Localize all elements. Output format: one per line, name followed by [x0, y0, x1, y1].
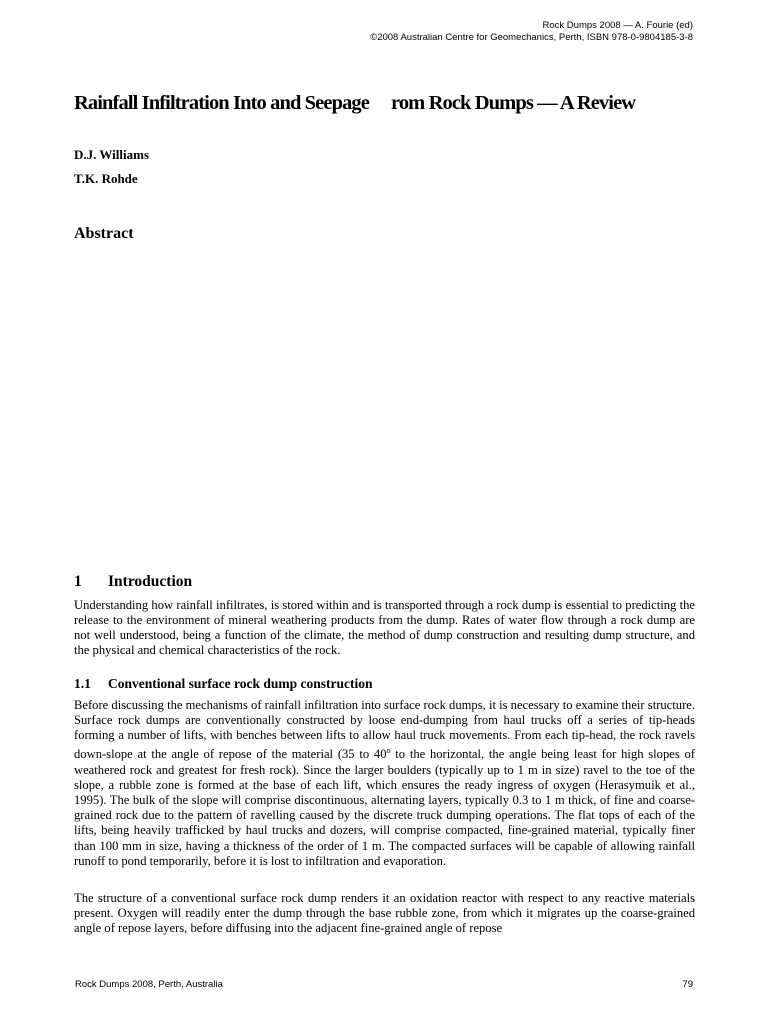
subsection-number: 1.1: [74, 676, 91, 691]
paper-title: [74, 92, 714, 115]
introduction-paragraph: Understanding how rainfall infiltrates, is stored within and is transported through a rock dump is essential to predicting the release to the environment of mineral weathering products from the dump. Rates of water flow through a rock dump are not well understood, being a function of the climate, the method of dump construction and resulting dump structure, and the physical and chemical characteristics of the rock.: [74, 598, 695, 658]
section-heading-introduction: [74, 573, 192, 591]
paper-title-part1: Rainfall Infiltration Into and Seepage: [74, 92, 369, 114]
paragraph-text-after-degree: to the horizontal, the angle being least for high slopes of weathered rock and greatest for fresh rock). Since the larger boulders (typically up to 1 m in size) ravel to the toe of the slope, a rubble zone is formed at the base of each lift, which ensures the ready ingress of oxygen (Herasymuik et al., 1995). The bulk of the slope will comprise discontinuous, alternating layers, typically 0.3 to 1 m thick, of fine and coarse-grained rock due to the pattern of ravelling caused by the discrete truck dumping operations. The flat tops of each of the lifts, being heavily trafficked by haul trucks and dozers, will comprise compacted, fine-grained material, typically finer than 100 mm in size, having a thickness of the order of 1 m. The compacted surfaces will be capable of allowing rainfall runoff to pond temporarily, before it is lost to infiltration and evaporation.: [74, 747, 695, 868]
subsection-title: Conventional surface rock dump construction: [108, 676, 373, 691]
paragraph-text-before-degree: Before discussing the mechanisms of rainfall infiltration into surface rock dumps, it is necessary to examine their structure. Surface rock dumps are conventionally constructed by loose end-dumping from haul trucks off a series of tip-heads forming a number of lifts, with benches between lifts to allow haul truck movements. From each tip-head, the rock ravels down-slope at the angle of repose of the material (35 to 40: [74, 698, 695, 762]
running-header-copyright: ©2008 Australian Centre for Geomechanics, Perth, ISBN 978-0-9804185-3-8: [370, 32, 693, 43]
degree-superscript: o: [386, 746, 391, 756]
footer-page-number: 79: [682, 979, 693, 990]
running-header-proceedings: Rock Dumps 2008 — A. Fourie (ed): [542, 20, 693, 31]
construction-paragraph-1: [74, 698, 695, 869]
construction-paragraph-2: The structure of a conventional surface rock dump renders it an oxidation reactor with respect to any reactive materials present. Oxygen will readily enter the dump through the base rubble zone, from which it migrates up the coarse-grained angle of repose layers, before diffusing into the adjacent fine-grained angle of repose: [74, 891, 695, 936]
author-2: T.K. Rohde: [74, 171, 138, 186]
footer-conference: Rock Dumps 2008, Perth, Australia: [75, 979, 223, 990]
section-number: 1: [74, 573, 82, 590]
section-title: Introduction: [108, 573, 193, 590]
author-1: D.J. Williams: [74, 147, 150, 162]
paper-title-part2: rom Rock Dumps — A Review: [390, 92, 636, 114]
subsection-heading-construction: [74, 676, 373, 692]
abstract-heading: Abstract: [74, 225, 134, 242]
